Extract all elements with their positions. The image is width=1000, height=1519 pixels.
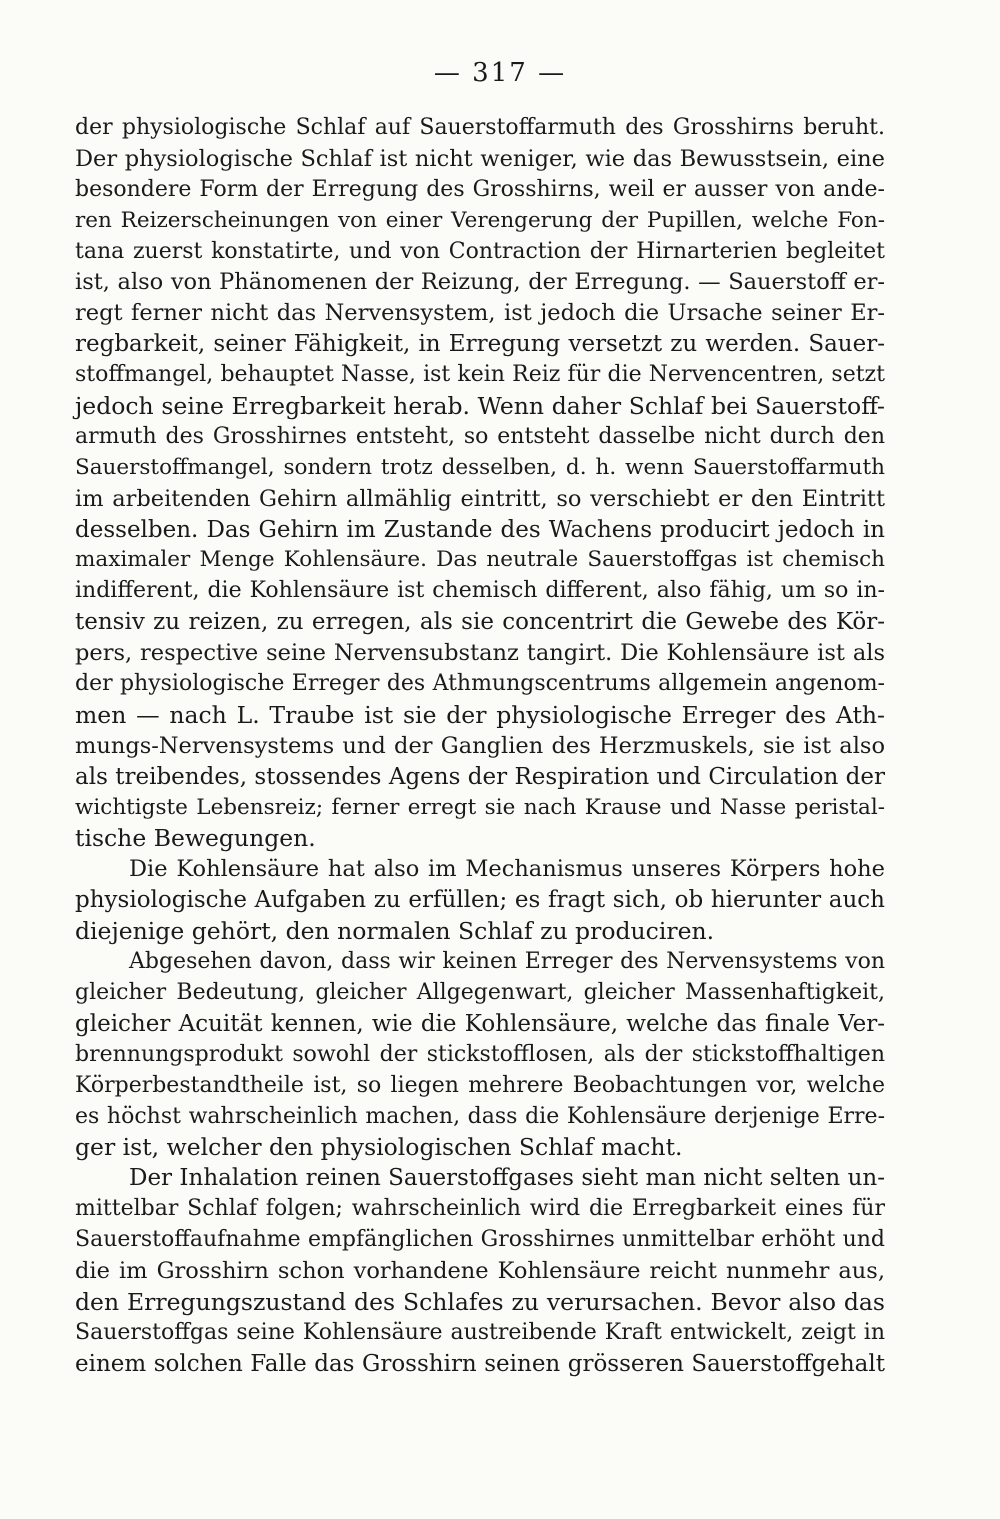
text-line: Der physiologische Schlaf ist nicht weniger, wie das Bewusstsein, eine: [75, 145, 885, 172]
text-line: im arbeitenden Gehirn allmählig eintritt, so verschiebt er den Eintritt: [75, 485, 885, 512]
text-line: den Erregungszustand des Schlafes zu verursachen. Bevor also das: [75, 1287, 885, 1316]
text-line: tensiv zu reizen, zu erregen, als sie concentrirt die Gewebe des Kör-: [75, 609, 885, 636]
text-line: besondere Form der Erregung des Grosshirns, weil er ausser von ande-: [75, 176, 885, 202]
text-line: physiologische Aufgaben zu erfüllen; es fragt sich, ob hierunter auch: [75, 887, 885, 914]
text-line: diejenige gehört, den normalen Schlaf zu produciren.: [75, 917, 715, 946]
text-line: pers, respective seine Nervensubstanz tangirt. Die Kohlensäure ist als: [75, 640, 885, 667]
text-line: wichtigste Lebensreiz; ferner erregt sie nach Krause und Nasse peristal-: [75, 794, 885, 820]
page-number: — 317 —: [433, 58, 567, 88]
text-line: es höchst wahrscheinlich machen, dass die Kohlensäure derjenige Erre-: [75, 1103, 885, 1129]
text-line: maximaler Menge Kohlensäure. Das neutrale Sauerstoffgas ist chemisch: [75, 547, 885, 573]
text-line: der physiologische Erreger des Athmungscentrums allgemein angenom-: [75, 671, 885, 697]
text-line: brennungsprodukt sowohl der stickstofflosen, als der stickstoffhaltigen: [75, 1041, 885, 1067]
text-line: der physiologische Schlaf auf Sauerstoffarmuth des Grosshirns beruht.: [75, 115, 885, 140]
text-line: desselben. Das Gehirn im Zustande des Wachens producirt jedoch in: [75, 516, 885, 543]
text-line: indifferent, die Kohlensäure ist chemisch different, also fähig, um so in-: [75, 578, 885, 604]
text-line: einem solchen Falle das Grosshirn seinen grösseren Sauerstoffgehalt: [75, 1350, 885, 1377]
text-line: gleicher Acuität kennen, wie die Kohlensäure, welche das finale Ver-: [75, 1010, 885, 1037]
text-line: Sauerstoffmangel, sondern trotz desselben, d. h. wenn Sauerstoffarmuth: [75, 454, 885, 480]
text-line: jedoch seine Erregbarkeit herab. Wenn daher Schlaf bei Sauerstoff-: [75, 392, 885, 421]
text-line: Körperbestandtheile ist, so liegen mehrere Beobachtungen vor, welche: [75, 1072, 885, 1098]
text-line: Abgesehen davon, dass wir keinen Erreger des Nervensystems von: [129, 949, 885, 975]
text-line: Die Kohlensäure hat also im Mechanismus unseres Körpers hohe: [129, 856, 885, 883]
text-line: mungs-Nervensystems und der Ganglien des Herzmuskels, sie ist also: [75, 732, 885, 759]
text-line: tana zuerst konstatirte, und von Contraction der Hirnarterien begleitet: [75, 238, 885, 264]
body-text: [75, 113, 885, 1380]
text-line: men — nach L. Traube ist sie der physiologische Erreger des Ath-: [75, 700, 885, 729]
text-line: gleicher Bedeutung, gleicher Allgegenwart, gleicher Massenhaftigkeit,: [75, 979, 885, 1005]
text-line: Der Inhalation reinen Sauerstoffgases sieht man nicht selten un-: [129, 1165, 885, 1192]
text-line: als treibendes, stossendes Agens der Respiration und Circulation der: [75, 763, 885, 790]
text-line: regt ferner nicht das Nervensystem, ist jedoch die Ursache seiner Er-: [75, 300, 885, 327]
text-line: stoffmangel, behauptet Nasse, ist kein Reiz für die Nervencentren, setzt: [75, 362, 885, 388]
text-line: regbarkeit, seiner Fähigkeit, in Erregung versetzt zu werden. Sauer-: [75, 331, 885, 358]
text-line: armuth des Grosshirnes entsteht, so entsteht dasselbe nicht durch den: [75, 423, 885, 449]
text-line: ren Reizerscheinungen von einer Verengerung der Pupillen, welche Fon-: [75, 207, 885, 233]
text-line: tische Bewegungen.: [75, 824, 316, 853]
text-line: mittelbar Schlaf folgen; wahrscheinlich wird die Erregbarkeit eines für: [75, 1196, 885, 1222]
text-line: ist, also von Phänomenen der Reizung, der Erregung. — Sauerstoff er-: [75, 269, 885, 296]
text-line: ger ist, welcher den physiologischen Schlaf macht.: [75, 1133, 683, 1162]
text-line: die im Grosshirn schon vorhandene Kohlensäure reicht nunmehr aus,: [75, 1257, 885, 1284]
text-line: Sauerstoffgas seine Kohlensäure austreibende Kraft entwickelt, zeigt in: [75, 1319, 885, 1345]
text-line: Sauerstoffaufnahme empfänglichen Grosshirnes unmittelbar erhöht und: [75, 1227, 885, 1253]
